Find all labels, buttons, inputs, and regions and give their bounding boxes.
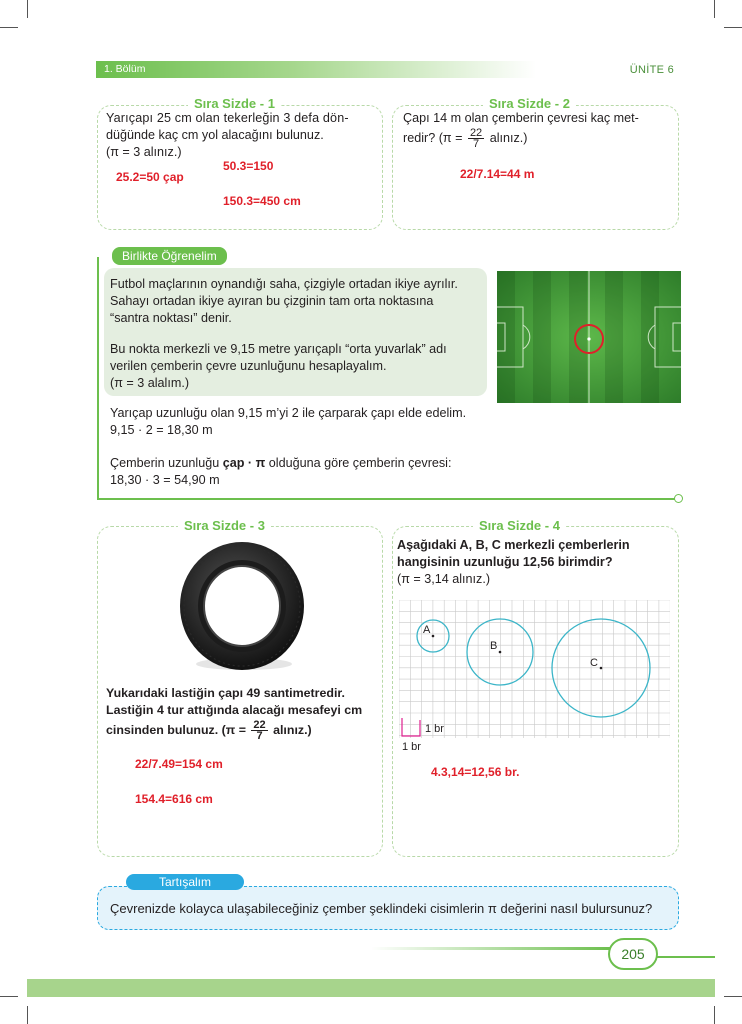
fraction-22-7	[251, 720, 267, 741]
sira-sizde-4-line1: Aşağıdaki A, B, C merkezli çemberlerin	[397, 538, 630, 552]
sira-sizde-2-line2	[403, 128, 527, 149]
birlikte-paragraph-1	[110, 276, 458, 327]
birlikte-frame-end-dot	[674, 494, 683, 503]
sira-sizde-1-answer-1: 25.2=50 çap	[116, 170, 184, 184]
sira-sizde-3-line2: Lastiğin 4 tur attığında alacağı mesafeyi cm	[106, 703, 363, 717]
birlikte-p1-line: Futbol maçlarının oynandığı saha, çizgiyle ortadan ikiye ayrılır.	[110, 277, 458, 291]
crop-mark	[714, 1006, 715, 1024]
crop-mark	[0, 996, 18, 997]
crop-mark	[0, 27, 18, 28]
birlikte-title: Birlikte Öğrenelim	[112, 247, 227, 265]
sira-sizde-1-line2: düğünde kaç cm yol alacağını bulunuz.	[106, 128, 324, 142]
sira-sizde-4-line2: hangisinin uzunluğu 12,56 birimdir?	[397, 555, 613, 569]
birlikte-p1-line: “santra noktası” denir.	[110, 311, 232, 325]
birlikte-p4-bold: çap · π	[222, 456, 266, 470]
crop-mark	[27, 1006, 28, 1024]
crop-mark	[27, 0, 28, 18]
sira-sizde-4-title: Sıra Sizde - 4	[473, 518, 566, 533]
unit-square-marker	[402, 718, 420, 736]
fraction-denominator: 7	[256, 730, 263, 742]
circles-grid-figure	[399, 600, 670, 738]
unit-label-vertical: 1 br	[402, 741, 421, 753]
birlikte-p3-line: Yarıçap uzunluğu olan 9,15 m’yi 2 ile çarparak çapı elde edelim.	[110, 406, 467, 420]
fraction-denominator: 7	[473, 138, 480, 150]
sira-sizde-3-line3	[106, 720, 312, 741]
section-label: 1. Bölüm	[104, 63, 146, 75]
sira-sizde-2-line2-post: alınız.)	[489, 130, 528, 145]
tartisalim-question: Çevrenizde kolayca ulaşabileceğiniz çember şeklindeki cisimlerin π değerini nasıl bulursunuz?	[110, 901, 653, 916]
sira-sizde-4-answer-1: 4.3,14=12,56 br.	[431, 765, 520, 779]
sira-sizde-2-answer-1: 22/7.14=44 m	[460, 167, 535, 181]
birlikte-p4-post: olduğuna göre çemberin çevresi:	[268, 456, 452, 470]
birlikte-p4-line1	[110, 455, 451, 472]
sira-sizde-4-line3: (π = 3,14 alınız.)	[397, 572, 491, 586]
sira-sizde-2-line2-pre: redir? (π =	[403, 130, 463, 145]
fraction-numerator: 22	[253, 719, 266, 731]
sira-sizde-3-title: Sıra Sizde - 3	[178, 518, 271, 533]
sira-sizde-3-answer-1: 22/7.49=154 cm	[135, 757, 223, 771]
football-field-image	[497, 271, 681, 403]
sira-sizde-3-line1: Yukarıdaki lastiğin çapı 49 santimetredir.	[106, 686, 345, 700]
label-a: A	[423, 624, 431, 636]
section-header-band	[96, 61, 536, 78]
birlikte-p2-line: Bu nokta merkezli ve 9,15 metre yarıçaplı “orta yuvarlak” adı	[110, 342, 447, 356]
birlikte-paragraph-4	[110, 455, 451, 489]
sira-sizde-1-line3: (π = 3 alınız.)	[106, 145, 182, 159]
center-a	[432, 635, 435, 638]
crop-mark	[724, 27, 742, 28]
birlikte-p4-line2: 18,30 · 3 = 54,90 m	[110, 473, 220, 487]
label-b: B	[490, 640, 498, 652]
fraction-22-7	[468, 128, 484, 149]
page-number-line	[371, 947, 611, 950]
center-c	[600, 667, 603, 670]
sira-sizde-1-answer-2: 50.3=150	[223, 159, 274, 173]
sira-sizde-2-line1: Çapı 14 m olan çemberin çevresi kaç met-	[403, 111, 639, 125]
label-c: C	[590, 657, 598, 669]
sira-sizde-3-line3-post: alınız.)	[273, 722, 312, 737]
sira-sizde-3-answer-2: 154.4=616 cm	[135, 792, 213, 806]
birlikte-frame-left	[97, 257, 99, 500]
birlikte-paragraph-2	[110, 341, 447, 392]
birlikte-paragraph-3	[110, 405, 466, 439]
crop-mark	[714, 0, 715, 18]
birlikte-p4-pre: Çemberin uzunluğu	[110, 456, 220, 470]
crop-mark	[724, 996, 742, 997]
birlikte-p2-line: (π = 3 alalım.)	[110, 376, 190, 390]
page-number-line-right	[655, 956, 715, 958]
birlikte-frame-bottom	[97, 498, 677, 500]
sira-sizde-3-line3-pre: cinsinden bulunuz. (π =	[106, 722, 246, 737]
sira-sizde-1-answer-3: 150.3=450 cm	[223, 194, 301, 208]
birlikte-p3-line: 9,15 · 2 = 18,30 m	[110, 423, 213, 437]
fraction-numerator: 22	[469, 127, 483, 139]
center-b	[499, 651, 502, 654]
unit-label: ÜNİTE 6	[629, 64, 674, 76]
birlikte-p1-line: Sahayı ortadan ikiye ayıran bu çizginin tam orta noktasına	[110, 294, 434, 308]
tire-image	[178, 540, 308, 675]
sira-sizde-1-line1: Yarıçapı 25 cm olan tekerleğin 3 defa dön-	[106, 111, 349, 125]
tartisalim-title: Tartışalım	[126, 874, 244, 890]
unit-label-horizontal: 1 br	[425, 723, 444, 735]
page-number: 205	[608, 938, 658, 970]
sira-sizde-2-title: Sıra Sizde - 2	[483, 96, 576, 111]
sira-sizde-1-title: Sıra Sizde - 1	[188, 96, 281, 111]
footer-bar	[27, 979, 715, 997]
birlikte-p2-line: verilen çemberin çevre uzunluğunu hesaplayalım.	[110, 359, 387, 373]
